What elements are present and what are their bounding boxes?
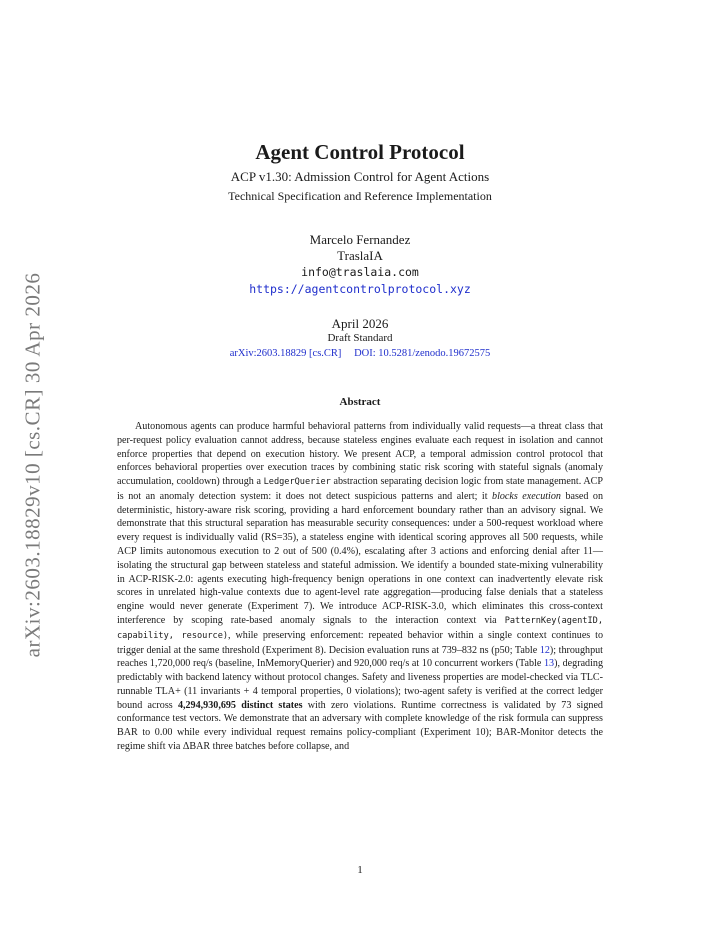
abstract-code-patternkey: PatternKey(agentID, capability, resource) (117, 615, 603, 641)
abstract-text-5: ); throughput reaches 1,720,000 req/s (baseline, InMemoryQuerier) and 920,000 req/s at 10 concurrent workers (Table (117, 644, 603, 670)
abstract-paragraph (117, 420, 603, 754)
page-number: 1 (357, 864, 363, 876)
abstract-text-4: , while preserving enforcement: repeated behavior within a single context continues to trigger denial at the same threshold (Experiment 8). Decision evaluation runs at 739–832 ns (p50; Table (117, 629, 603, 656)
abstract-text-6: ), degrading predictably with backend latency without protocol changes. Safety and liveness properties are model-checked via TLC-runnable TLA+ (11 invariants + 4 temporal properties, 0 violations); two-agent safety is verified at the correct ledger bound across (117, 658, 603, 711)
arxiv-id-link[interactable]: arXiv:2603.18829 [cs.CR] (229, 348, 342, 359)
document-status: Draft Standard (327, 332, 393, 344)
paper-subtitle: ACP v1.30: Admission Control for Agent Actions (230, 169, 490, 184)
doi-link[interactable]: DOI: 10.5281/zenodo.19672575 (354, 348, 491, 359)
abstract-text-1: Autonomous agents can produce harmful behavioral patterns from individually valid requests—a threat class that per-request policy evaluation cannot address, because stateless engines evaluate each request in isolation and cannot enforce properties that depend on execution history. We present ACP, a temporal admission control protocol that enforces behavioral properties over execution traces by combining static risk scoring with stateful signals (anomaly accumulation, cooldown) through a (117, 421, 603, 488)
publication-date: April 2026 (331, 316, 389, 331)
abstract-bold-states: 4,294,930,695 distinct states (177, 699, 303, 711)
paper-title: Agent Control Protocol (255, 140, 465, 164)
table-reference-link[interactable]: 13 (543, 658, 555, 670)
project-url-link[interactable]: https://agentcontrolprotocol.xyz (249, 282, 471, 296)
identifier-line (110, 348, 610, 359)
table-reference-link[interactable]: 12 (539, 644, 550, 656)
abstract-text-2: abstraction separating decision logic from state management. ACP is not an anomaly detection system: it does not detect suspicious patterns and alert; it (117, 476, 603, 502)
abstract-text-3: based on deterministic, history-aware risk scoring, providing a hard enforcement boundary rather than an advisory signal. We demonstrate that this structural separation has measurable security consequences: under a 500-request workload where every request is individually valid (RS=35), a stateless engine with identical scoring approves all 500 requests, while ACP limits autonomous execution to 2 out of 500 (0.4%), escalating after 3 actions and enforcing denial after 11—isolating the structural gap between stateless and stateful admission. We identify a bounded state-mixing vulnerability in ACP-RISK-2.0: agents executing high-frequency benign operations in one context can inadvertently elevate risk scores in unrelated high-value contexts due to agent-level rate aggregation—producing false denials that a stateless engine would never generate (Experiment 7). We introduce ACP-RISK-3.0, which eliminates this cross-context interference by scoping rate-based anomaly signals to the interaction context via (117, 490, 604, 626)
author-name: Marcelo Fernandez (309, 232, 411, 247)
arxiv-stamp-text: arXiv:2603.18829v10 [cs.CR] 30 Apr 2026 (20, 272, 45, 658)
abstract-code-ledgerquerier: LedgerQuerier (263, 477, 331, 488)
abstract-text-7: with zero violations. Runtime correctness is validated by 73 signed conformance test vectors. We demonstrate that an adversary with complete knowledge of the risk formula can suppress BAR to 0.00 while every individual request remains policy-compliant (Experiment 10); BAR-Monitor detects the regime shift via ΔBAR three batches before collapse, and (117, 699, 603, 752)
author-email: info@traslaia.com (301, 265, 419, 279)
paper-subsubtitle: Technical Specification and Reference Implementation (228, 189, 492, 203)
arxiv-sidebar-stamp (18, 255, 48, 675)
abstract-emphasis: blocks execution (492, 490, 561, 502)
abstract-heading: Abstract (339, 396, 381, 408)
author-affiliation: TraslaIA (337, 248, 383, 263)
